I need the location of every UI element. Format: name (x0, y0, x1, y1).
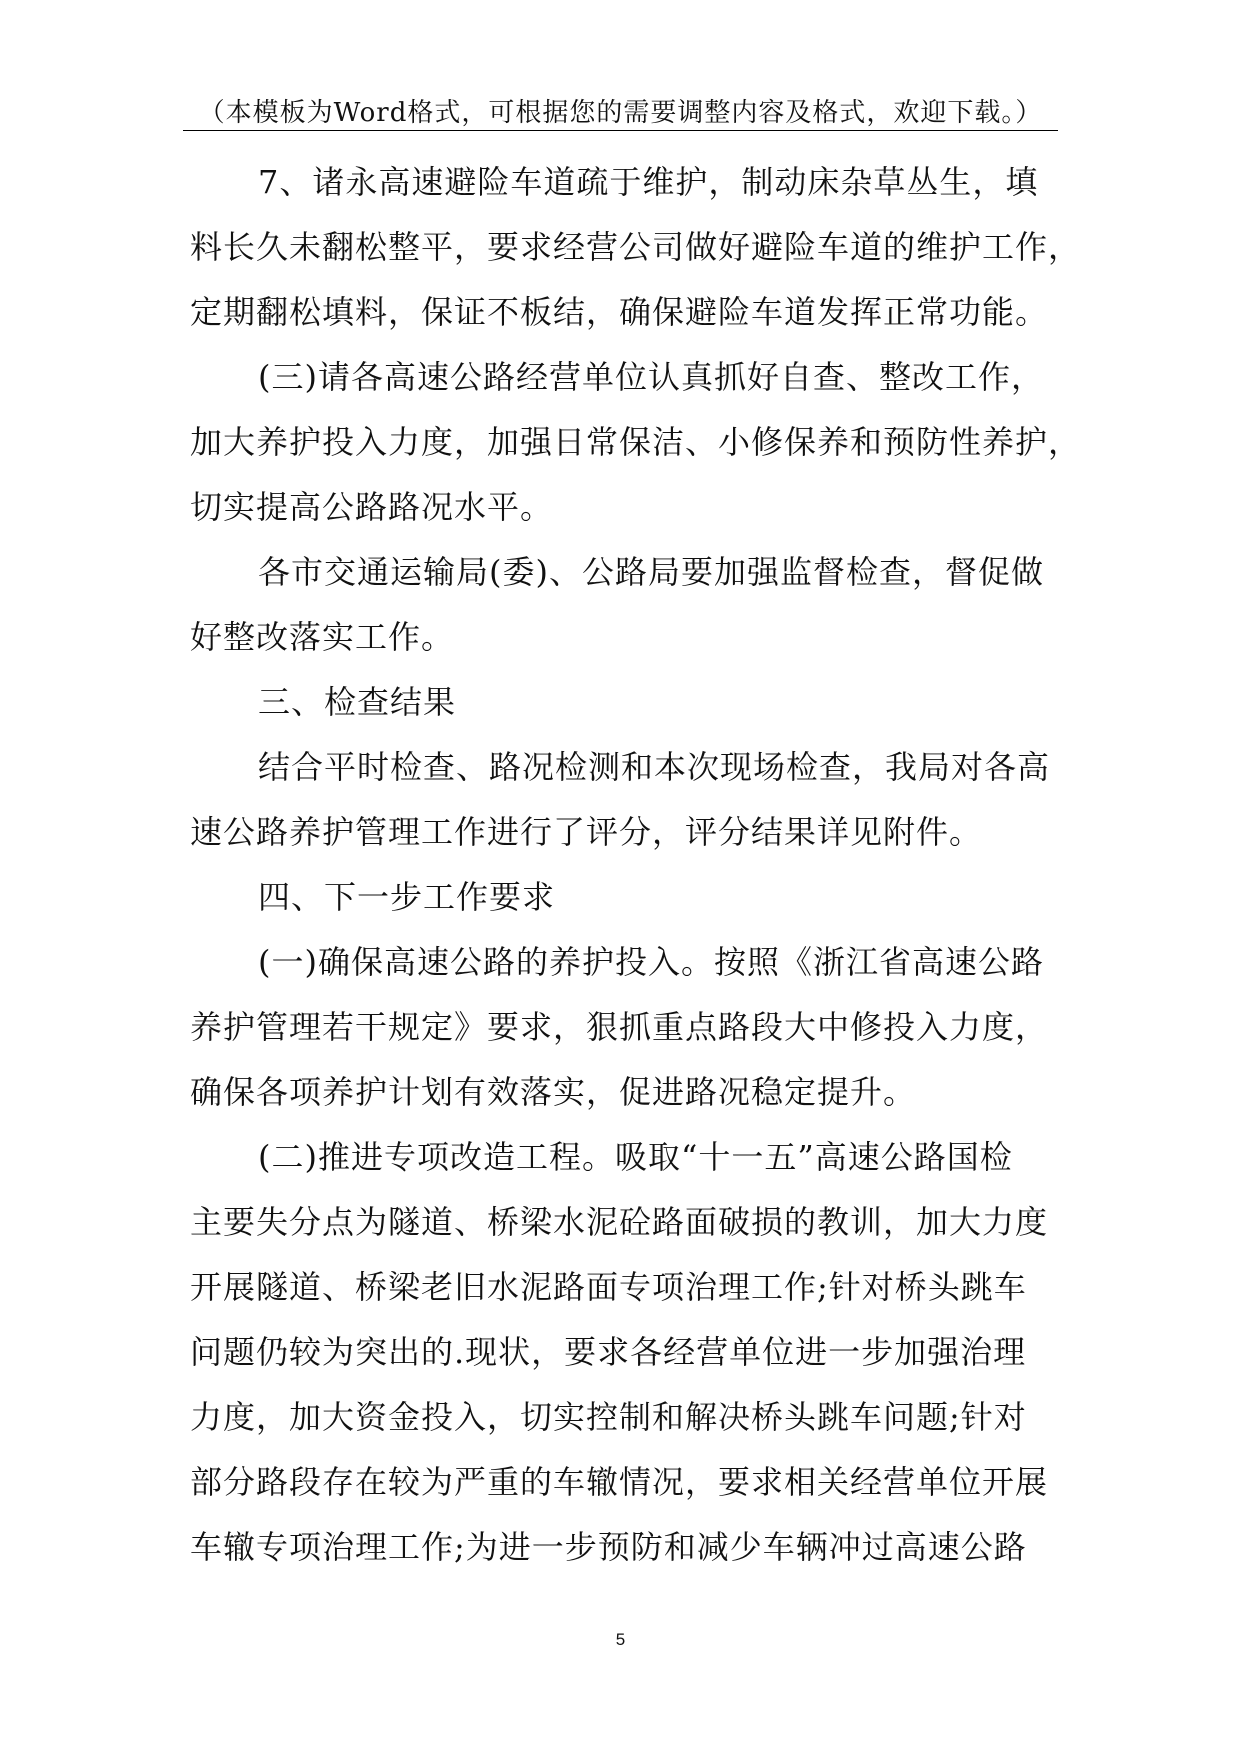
paragraph-line: (三)请各高速公路经营单位认真抓好自查、整改工作， (258, 358, 1044, 396)
paragraph-line: 确保各项养护计划有效落实，促进路况稳定提升。 (190, 1073, 917, 1111)
paragraph-scoring (190, 735, 1110, 865)
paragraph-line: 问题仍较为突出的.现状，要求各经营单位进一步加强治理 (190, 1333, 1027, 1371)
paragraph-line: 速公路养护管理工作进行了评分，评分结果详见附件。 (190, 813, 983, 851)
page-number: 5 (615, 1630, 626, 1649)
paragraph-avoidance-lane (190, 150, 1110, 345)
paragraph-line: 部分路段存在较为严重的车辙情况，要求相关经营单位开展 (190, 1463, 1049, 1501)
section-heading: 三、检查结果 (258, 683, 457, 721)
paragraph-line: 力度，加大资金投入，切实控制和解决桥头跳车问题;针对 (190, 1398, 1027, 1436)
paragraph-line: 7、诸永高速避险车道疏于维护，制动床杂草丛生，填 (258, 163, 1039, 201)
paragraph-line: 定期翻松填料，保证不板结，确保避险车道发挥正常功能。 (190, 293, 1049, 331)
paragraph-self-inspection (190, 345, 1110, 540)
paragraph-line: 切实提高公路路况水平。 (190, 488, 554, 526)
paragraph-line: 各市交通运输局(委)、公路局要加强监督检查，督促做 (258, 553, 1044, 591)
paragraph-line: 加大养护投入力度，加强日常保洁、小修保养和预防性养护， (190, 423, 1082, 461)
paragraph-line: (一)确保高速公路的养护投入。按照《浙江省高速公路 (258, 943, 1044, 981)
paragraph-line: 车辙专项治理工作;为进一步预防和减少车辆冲过高速公路 (190, 1528, 1027, 1566)
paragraph-line: 开展隧道、桥梁老旧水泥路面专项治理工作;针对桥头跳车 (190, 1268, 1027, 1306)
section-heading-next-steps (190, 865, 1110, 930)
section-heading: 四、下一步工作要求 (258, 878, 556, 916)
document-body (190, 150, 1110, 1580)
paragraph-line: (二)推进专项改造工程。吸取“十一五”高速公路国检 (258, 1138, 1013, 1176)
paragraph-supervision (190, 540, 1110, 670)
paragraph-line: 好整改落实工作。 (190, 618, 455, 656)
paragraph-line: 养护管理若干规定》要求，狠抓重点路段大中修投入力度， (190, 1008, 1049, 1046)
paragraph-line: 结合平时检查、路况检测和本次现场检查，我局对各高 (258, 748, 1051, 786)
paragraph-line: 料长久未翻松整平，要求经营公司做好避险车道的维护工作， (190, 228, 1082, 266)
paragraph-maintenance-investment (190, 930, 1110, 1125)
header-divider (183, 130, 1058, 131)
paragraph-line: 主要失分点为隧道、桥梁水泥砼路面破损的教训，加大力度 (190, 1203, 1049, 1241)
section-heading-inspection-results (190, 670, 1110, 735)
paragraph-special-projects (190, 1125, 1110, 1580)
template-header-note: （本模板为Word格式，可根据您的需要调整内容及格式，欢迎下载。） (198, 98, 1043, 128)
